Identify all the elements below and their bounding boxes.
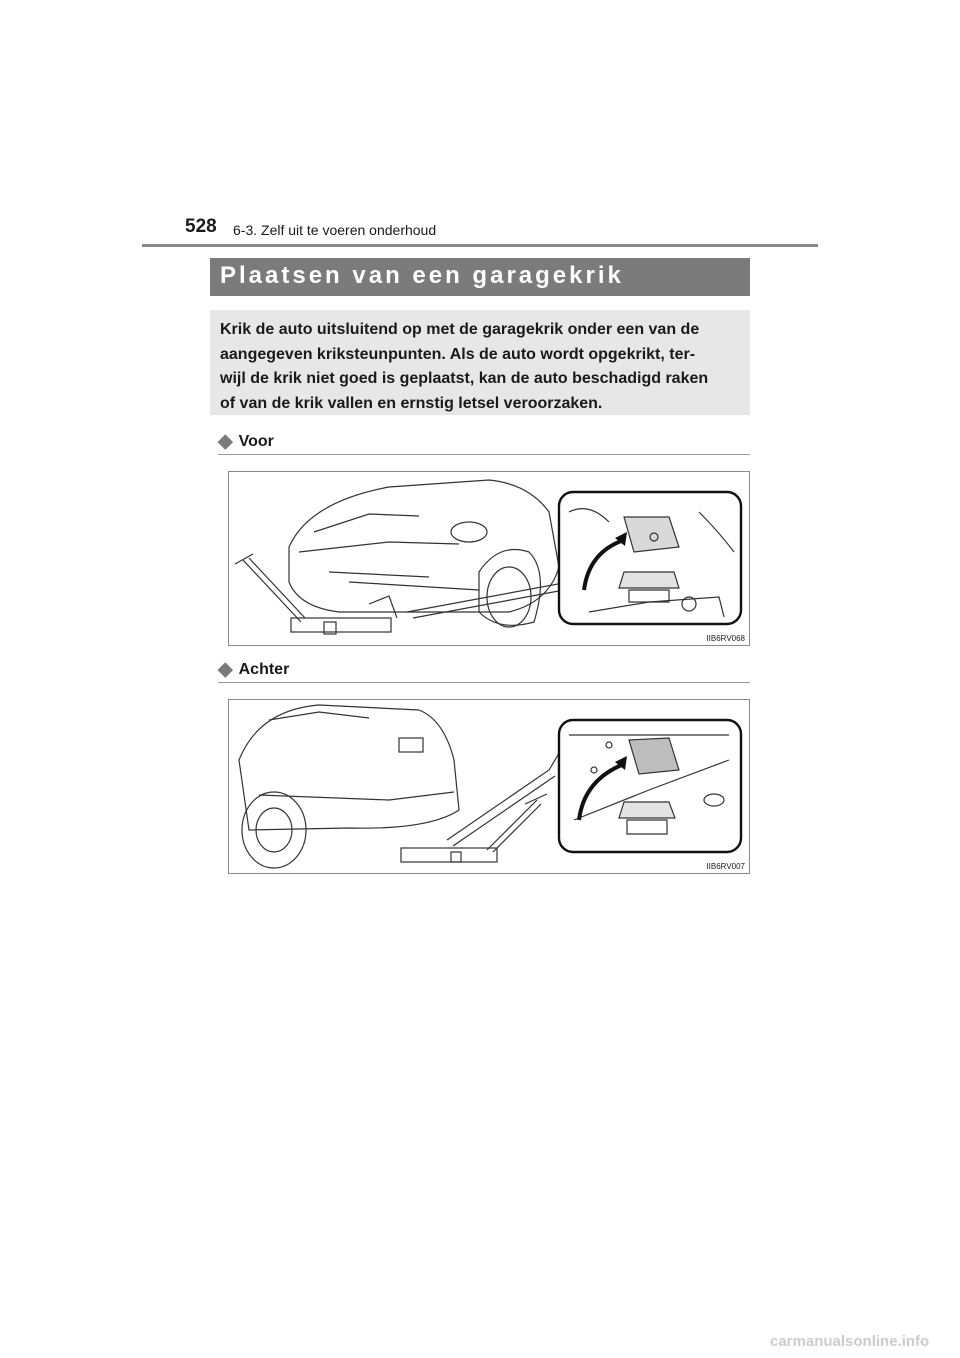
section-title: 6-3. Zelf uit te voeren onderhoud: [233, 222, 437, 238]
figure-code: IIB6RV068: [706, 634, 745, 643]
diamond-icon: ◆: [218, 431, 233, 452]
heading-bar: Plaatsen van een garagekrik: [210, 258, 750, 296]
figure-code: IIB6RV007: [706, 862, 745, 871]
sub-rule: [218, 454, 750, 455]
sub-heading-front: [218, 430, 274, 453]
figure-front-jack: [228, 471, 750, 646]
warning-line: wijl de krik niet goed is geplaatst, kan de auto beschadigd raken: [220, 370, 709, 387]
watermark-logo: [770, 1330, 950, 1352]
sub-rule: [218, 682, 750, 683]
sub-heading-rear: [218, 658, 289, 681]
svg-text:carmanualsonline.info: carmanualsonline.info: [770, 1333, 930, 1350]
header-rule: [142, 244, 818, 247]
sub-heading-label: Achter: [238, 660, 290, 678]
warning-line: Krik de auto uitsluitend op met de garagekrik onder een van de: [220, 321, 700, 338]
warning-line: aangegeven kriksteunpunten. Als de auto wordt opgekrikt, ter-: [220, 345, 696, 363]
rear-jack-illustration: [229, 700, 749, 873]
diamond-icon: ◆: [218, 659, 233, 680]
page-number: 528: [185, 216, 217, 237]
figure-rear-jack: [228, 699, 750, 874]
front-jack-illustration: [229, 472, 749, 645]
warning-line: of van de krik vallen en ernstig letsel veroorzaken.: [220, 394, 603, 412]
warning-box: [210, 310, 750, 415]
sub-heading-label: Voor: [238, 432, 274, 450]
